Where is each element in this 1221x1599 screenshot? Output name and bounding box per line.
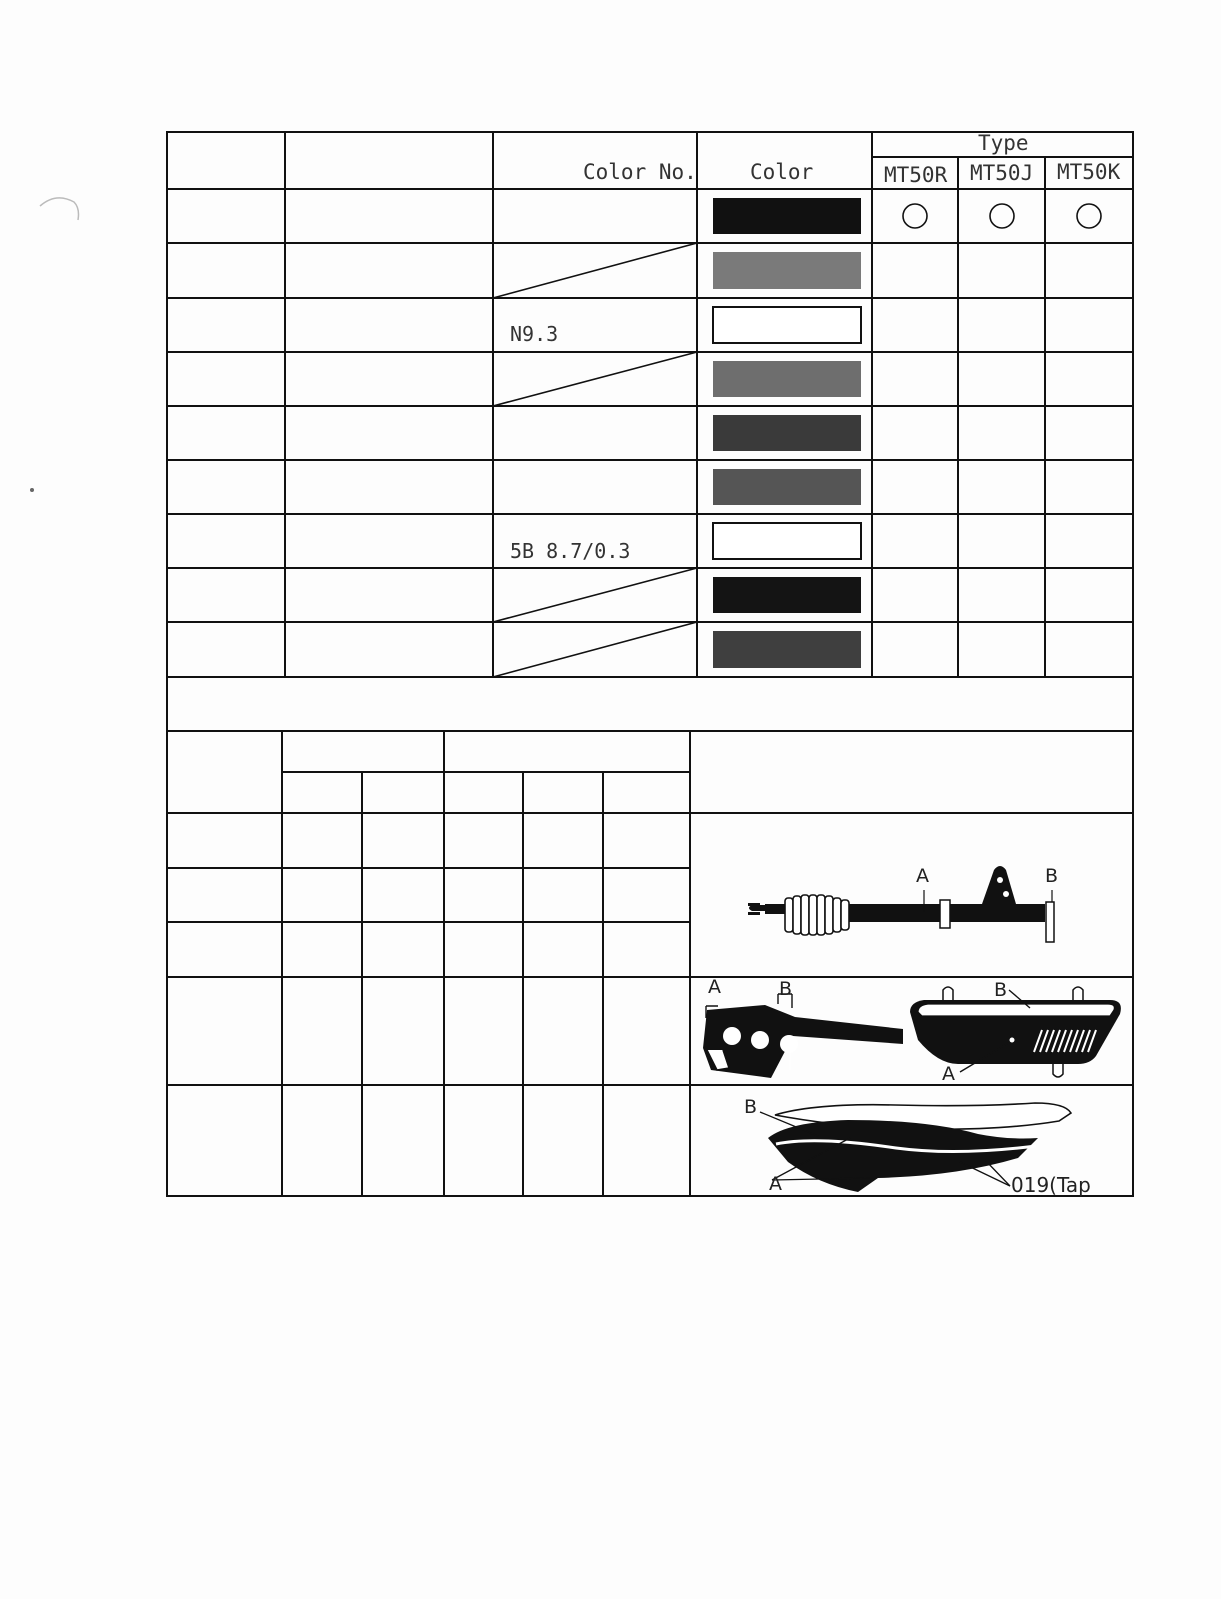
type-marks (903, 204, 1101, 228)
slash-row-9 (493, 622, 697, 677)
color-swatch-row-5 (713, 415, 861, 451)
color-no-row-7: 5B 8.7/0.3 (510, 539, 631, 563)
slash-row-4 (493, 352, 697, 406)
front-fork-illustration (748, 866, 1054, 942)
color-swatch-row-3 (713, 307, 861, 343)
type-header: Type (978, 131, 1029, 155)
color-swatch-row-2 (713, 252, 861, 289)
applicable-mark-mt50k (1077, 204, 1101, 228)
color-swatch-row-4 (713, 361, 861, 397)
side-cover-label-b: B (994, 979, 1008, 1001)
color-header: Color (750, 160, 814, 184)
punch-hole-mark (36, 190, 80, 230)
front-fork-label-b: B (1045, 865, 1059, 887)
scan-dot (30, 488, 34, 492)
color-swatch-row-6 (713, 469, 861, 505)
seat-label-a: A (769, 1173, 782, 1195)
swatch-column (713, 198, 861, 668)
frame-tube-illustration (703, 994, 903, 1078)
seat-label-b: B (744, 1096, 758, 1118)
frame-tube-label-a: A (708, 976, 721, 998)
color-swatch-row-1 (713, 198, 861, 234)
type-col-mt50r: MT50R (884, 163, 948, 187)
slash-row-2 (493, 243, 697, 298)
applicable-mark-mt50j (990, 204, 1014, 228)
slash-row-8 (493, 568, 697, 622)
type-col-mt50k: MT50K (1057, 160, 1121, 184)
applicable-mark-mt50r (903, 204, 927, 228)
frame-tube-label-b: B (779, 978, 793, 1000)
color-no-row-3: N9.3 (510, 322, 559, 346)
type-col-mt50j: MT50J (970, 161, 1034, 185)
color-swatch-row-8 (713, 577, 861, 613)
front-fork-label-a: A (916, 865, 929, 887)
seat-callout: 019(Tap (1011, 1173, 1091, 1197)
color-swatch-row-9 (713, 631, 861, 668)
color-no-header: Color No. (583, 160, 697, 184)
color-swatch-row-7 (713, 523, 861, 559)
side-cover-label-a: A (942, 1063, 955, 1085)
